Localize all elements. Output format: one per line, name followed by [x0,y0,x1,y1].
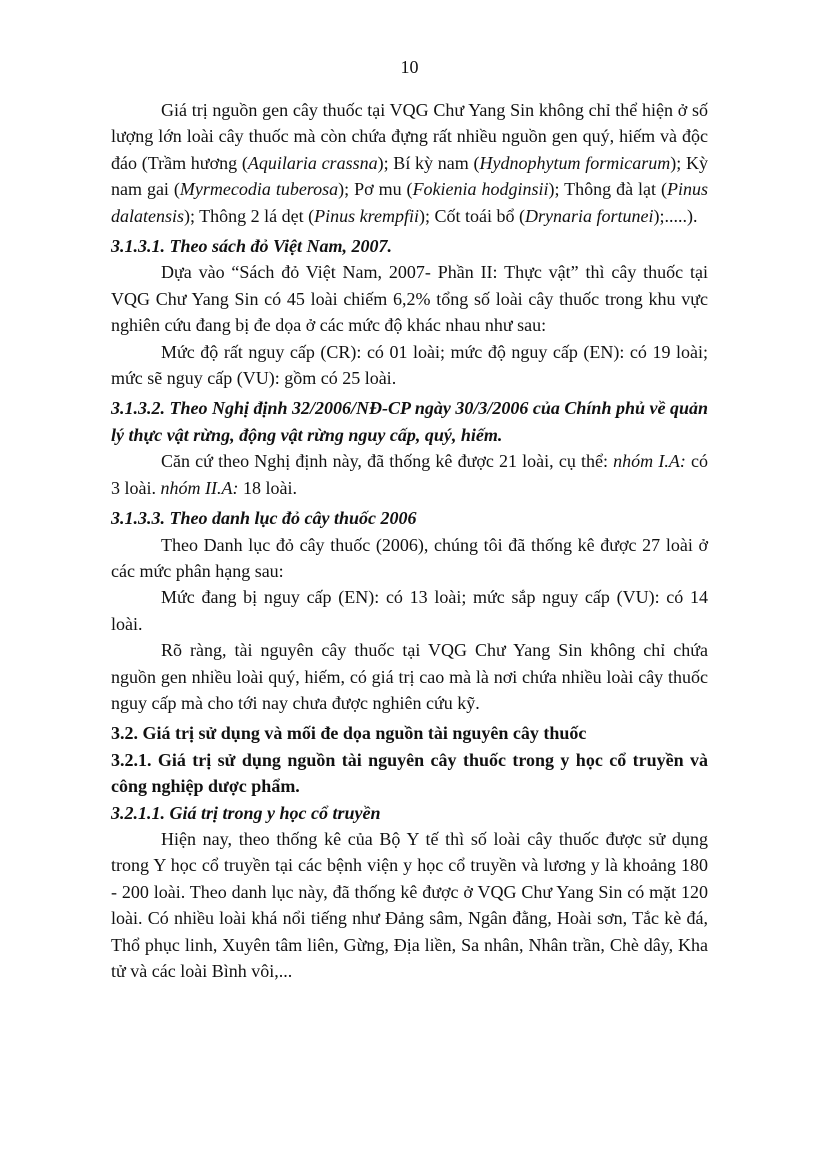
species-name: Aquilaria crassna [247,152,378,173]
page-number: 10 [400,57,419,77]
species-name: Pinus dalatensis [111,179,709,226]
heading-3-2: 3.2. Giá trị sử dụng và mối đe dọa nguồn tài nguyên cây thuốc [111,723,587,744]
species-name: Pinus krempfii [314,205,419,226]
paragraph-traditional-medicine: Hiện nay, theo thống kê của Bộ Y tế thì số loài cây thuốc được sử dụng trong Y học cổ truyền tại các bệnh viện y học cổ truyền và lương y là khoảng 180 - 200 loài. Theo danh lục này, đã thống kê được ở VQG Chư Yang Sin có mặt 120 loài. Có nhiều loài khá nổi tiếng như Đảng sâm, Ngân đằng, Hoài sơn, Tắc kè đá, Thổ phục linh, Xuyên tâm liên, Gừng, Địa liền, Sa nhân, Nhân trần, Chè dây, Kha tử và các loài Bình vôi,... [111,828,708,981]
heading-3-2-1: 3.2.1. Giá trị sử dụng nguồn tài nguyên cây thuốc trong y học cổ truyền và công nghiệp dược phẩm. [111,749,708,797]
paragraph-decree: Căn cứ theo Nghị định này, đã thống kê được 21 loài, cụ thể: nhóm I.A: có 3 loài. nhóm II.A: 18 loài. [111,451,708,498]
paragraph-red-book: Dựa vào “Sách đỏ Việt Nam, 2007- Phần II: Thực vật” thì cây thuốc tại VQG Chư Yang Sin có 45 loài chiếm 6,2% tổng số loài cây thuốc trong khu vực nghiên cứu đang bị đe dọa ở các mức độ khác nhau như sau: [111,262,708,336]
paragraph-conclusion: Rõ ràng, tài nguyên cây thuốc tại VQG Chư Yang Sin không chỉ chứa nguồn gen nhiều loài quý, hiếm, có giá trị cao mà là nơi chứa nhiều loài cây thuốc nguy cấp mà cho tới nay chưa được nghiên cứu kỹ. [111,640,708,713]
paragraph-gene-value: Giá trị nguồn gen cây thuốc tại VQG Chư Yang Sin không chỉ thể hiện ở số lượng lớn loài cây thuốc mà còn chứa đựng rất nhiều nguồn gen quý, hiếm và độc đáo (Trầm hương (Aquilaria crassna); Bí kỳ nam (Hydnophytum formicarum); Kỳ nam gai (Myrmecodia tuberosa); Pơ mu (Fokienia hodginsii); Thông đà lạt (Pinus dalatensis); Thông 2 lá dẹt (Pinus krempfii); Cốt toái bổ (Drynaria fortunei);.....). [111,100,709,226]
species-name: Hydnophytum formicarum [479,152,671,173]
paragraph-red-book-levels: Mức độ rất nguy cấp (CR): có 01 loài; mức độ nguy cấp (EN): có 19 loài; mức sẽ nguy cấp (VU): gồm có 25 loài. [111,341,708,389]
heading-3-1-3-1: 3.1.3.1. Theo sách đỏ Việt Nam, 2007. [111,236,393,257]
species-name: Drynaria fortunei [524,205,654,226]
paragraph-red-list-levels: Mức đang bị nguy cấp (EN): có 13 loài; mức sắp nguy cấp (VU): có 14 loài. [111,587,708,634]
heading-3-1-3-3: 3.1.3.3. Theo danh lục đỏ cây thuốc 2006 [111,508,417,529]
paragraph-red-list: Theo Danh lục đỏ cây thuốc (2006), chúng tôi đã thống kê được 27 loài ở các mức phân hạng sau: [111,534,708,581]
heading-3-1-3-2: 3.1.3.2. Theo Nghị định 32/2006/NĐ-CP ngày 30/3/2006 của Chính phủ về quản lý thực vật rừng, động vật rừng nguy cấp, quý, hiếm. [111,398,708,445]
heading-3-2-1-1: 3.2.1.1. Giá trị trong y học cổ truyền [111,802,381,823]
page-body [111,97,708,984]
species-name: Fokienia hodginsii [412,179,549,200]
species-name: Myrmecodia tuberosa [179,179,339,200]
